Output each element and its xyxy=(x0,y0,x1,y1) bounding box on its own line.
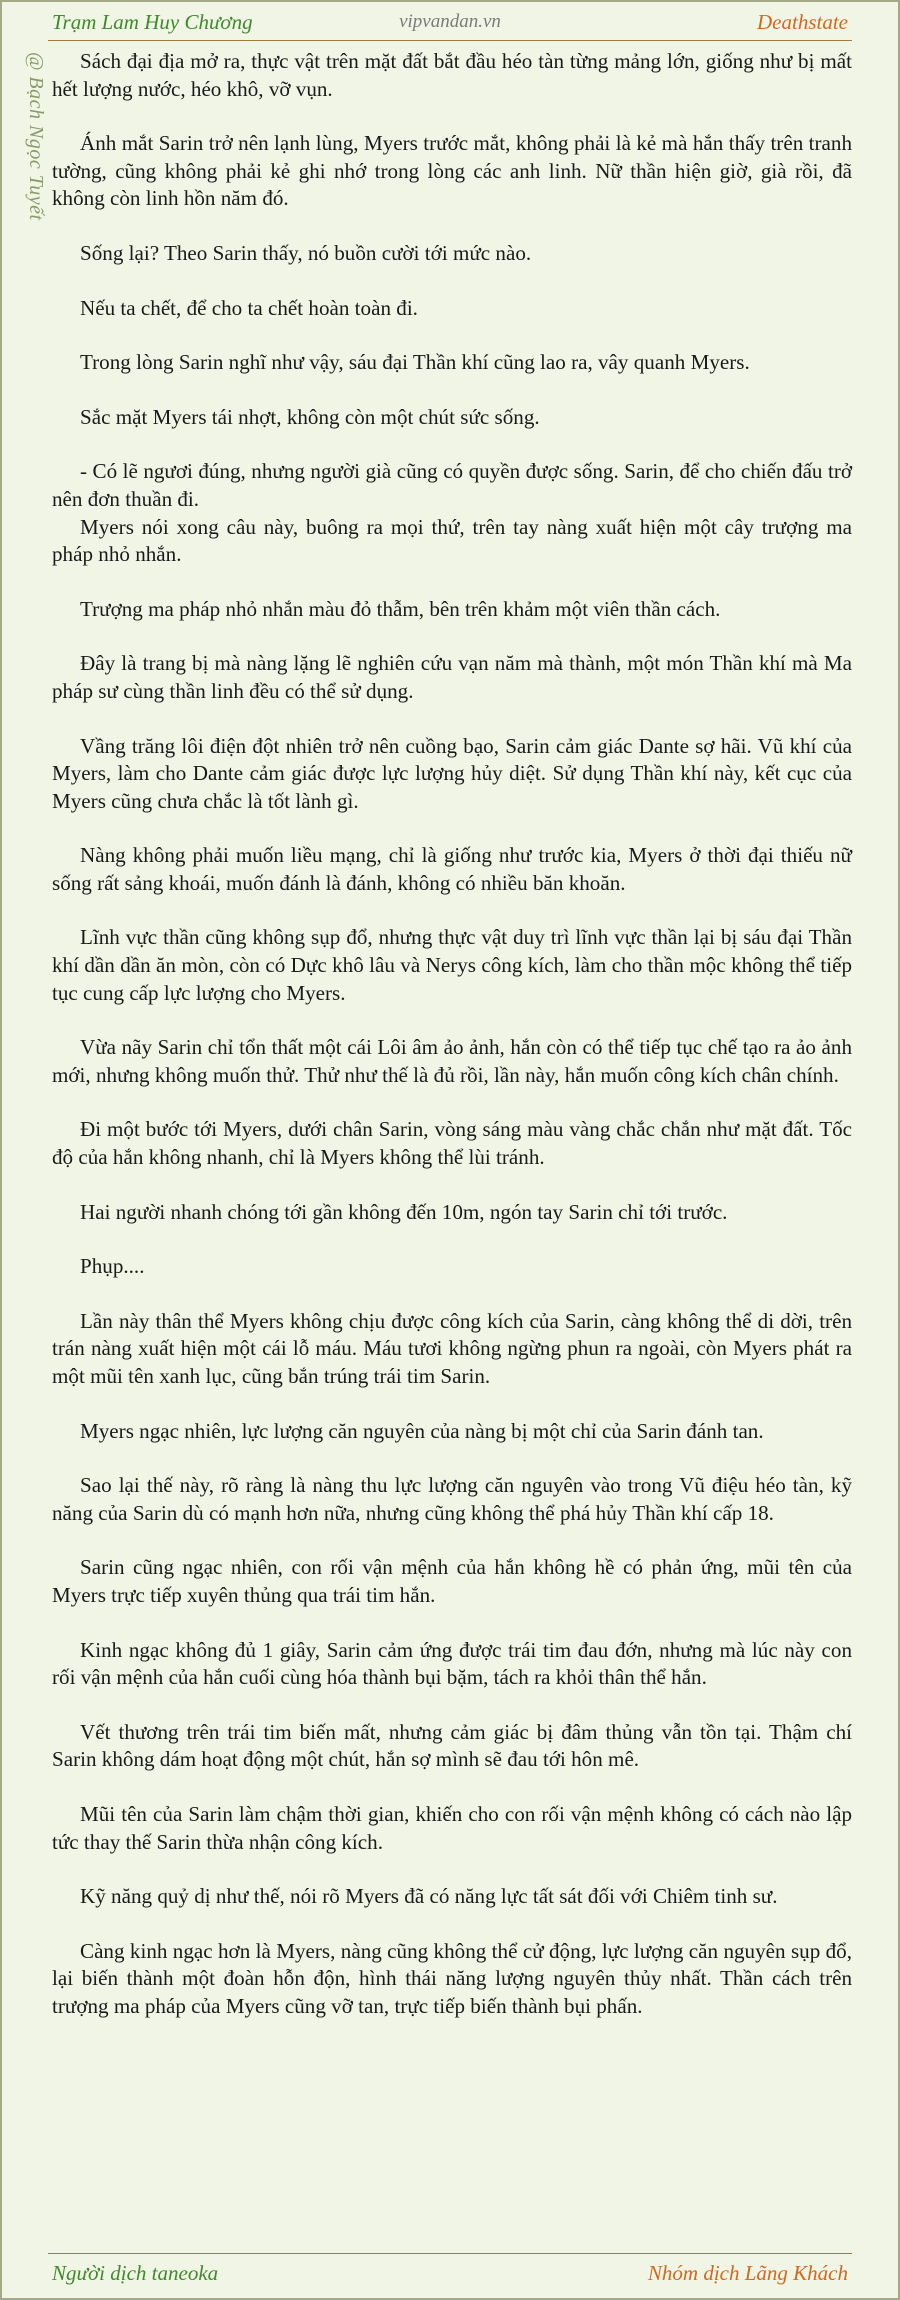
paragraph: Kinh ngạc không đủ 1 giây, Sarin cảm ứng được trái tim đau đớn, nhưng mà lúc này con rối vận mệnh của hắn cuối cùng hóa thành bụi bặm, tách ra khỏi thân thể hắn. xyxy=(52,1637,852,1690)
header-book-title: Deathstate xyxy=(757,10,848,34)
paragraph: Nếu ta chết, để cho ta chết hoàn toàn đi. xyxy=(80,295,418,320)
paragraph: Lĩnh vực thần cũng không sụp đổ, nhưng thực vật duy trì lĩnh vực thần lại bị sáu đại Thần khí dần dần ăn mòn, còn có Dực khô lâu và Nerys công kích, làm cho thần mộc không thể tiếp tục cung cấp lực lượng cho Myers. xyxy=(52,925,852,1005)
paragraph: Myers nói xong câu này, buông ra mọi thứ, trên tay nàng xuất hiện một cây trượng ma pháp nhỏ nhắn. xyxy=(52,514,852,567)
paragraph: Càng kinh ngạc hơn là Myers, nàng cũng không thể cử động, lực lượng căn nguyên sụp đổ, lại biến thành một đoàn hỗn độn, hình thái năng lượng nguyên thủy nhất. Thần cách trên trượng ma pháp của Myers cũng vỡ tan, trực tiếp biến thành bụi phấn. xyxy=(52,1938,852,2018)
footer-group-label: Nhóm dịch Lãng Khách xyxy=(647,2261,848,2285)
paragraph: Đây là trang bị mà nàng lặng lẽ nghiên cứu vạn năm mà thành, một món Thần khí mà Ma pháp sư cùng thần linh đều có thể sử dụng. xyxy=(52,651,852,703)
paragraph: Vầng trăng lôi điện đột nhiên trở nên cuồng bạo, Sarin cảm giác Dante sợ hãi. Vũ khí của Myers, làm cho Dante cảm giác được lực lượng hủy diệt. Sử dụng Thần khí này, kết cục của Myers cũng chưa chắc là tốt lành gì. xyxy=(52,733,852,813)
paragraph: Sao lại thế này, rõ ràng là nàng thu lực lượng căn nguyên vào trong Vũ điệu héo tàn, kỹ năng của Sarin dù có mạnh hơn nữa, nhưng cũng không thể phá hủy Thần khí cấp 18. xyxy=(52,1473,852,1525)
paragraph: Myers ngạc nhiên, lực lượng căn nguyên của nàng bị một chỉ của Sarin đánh tan. xyxy=(80,1418,764,1443)
paragraph: Phụp.... xyxy=(80,1254,145,1279)
paragraph: Mũi tên của Sarin làm chậm thời gian, khiến cho con rối vận mệnh không có cách nào lập tức thay thế Sarin thừa nhận công kích. xyxy=(52,1801,852,1854)
paragraph: Sống lại? Theo Sarin thấy, nó buồn cười tới mức nào. xyxy=(80,240,532,265)
paragraph: Đi một bước tới Myers, dưới chân Sarin, vòng sáng màu vàng chắc chắn như mặt đất. Tốc độ của hắn không nhanh, chỉ là Myers không thể lùi tránh. xyxy=(52,1117,852,1170)
paragraph: Sách đại địa mở ra, thực vật trên mặt đất bắt đầu héo tàn từng mảng lớn, giống như bị mất hết lượng nước, héo khô, vỡ vụn. xyxy=(52,49,852,101)
paragraph: Sắc mặt Myers tái nhợt, không còn một chút sức sống. xyxy=(80,404,540,429)
paragraph: Vết thương trên trái tim biến mất, nhưng cảm giác bị đâm thủng vẫn tồn tại. Thậm chí Sarin không dám hoạt động một chút, hắn sợ mình sẽ đau tới hôn mê. xyxy=(52,1719,852,1772)
paragraph: Hai người nhanh chóng tới gần không đến 10m, ngón tay Sarin chỉ tới trước. xyxy=(80,1199,728,1224)
paragraph: Sarin cũng ngạc nhiên, con rối vận mệnh của hắn không hề có phản ứng, mũi tên của Myers trực tiếp xuyên thủng qua trái tim hắn. xyxy=(52,1555,852,1607)
paragraph: Kỹ năng quỷ dị như thế, nói rõ Myers đã có năng lực tất sát đối với Chiêm tinh sư. xyxy=(80,1884,778,1909)
page-footer xyxy=(48,2253,852,2290)
header-source-label: Trạm Lam Huy Chương xyxy=(52,10,253,34)
paragraph: Lần này thân thể Myers không chịu được công kích của Sarin, càng không thể di dời, trên trán nàng xuất hiện một cái lỗ máu. Máu tươi không ngừng phun ra ngoài, còn Myers phát ra một mũi tên xanh lục, cũng bắn trúng trái tim Sarin. xyxy=(52,1308,852,1388)
side-credit: @ Bạch Ngọc Tuyết xyxy=(25,52,47,221)
paragraph: Vừa nãy Sarin chỉ tổn thất một cái Lôi âm ảo ảnh, hắn còn có thể tiếp tục chế tạo ra ảo ảnh mới, nhưng không muốn thử. Thử như thế là đủ rồi, lần này, hắn muốn công kích chân chính. xyxy=(52,1035,852,1087)
paragraph: - Có lẽ ngươi đúng, nhưng người già cũng có quyền được sống. Sarin, để cho chiến đấu trở nên đơn thuần đi. xyxy=(52,459,852,511)
footer-translator-label: Người dịch taneoka xyxy=(52,2261,219,2285)
paragraph: Nàng không phải muốn liều mạng, chỉ là giống như trước kia, Myers ở thời đại thiếu nữ sống rất sảng khoái, muốn đánh là đánh, không có nhiều băn khoăn. xyxy=(52,843,852,895)
header-site-label: vipvandan.vn xyxy=(399,11,501,32)
paragraph: Trong lòng Sarin nghĩ như vậy, sáu đại Thần khí cũng lao ra, vây quanh Myers. xyxy=(80,350,750,375)
paragraph: Ánh mắt Sarin trở nên lạnh lùng, Myers trước mắt, không phải là kẻ mà hắn thấy trên tranh tường, cũng không phải kẻ ghi nhớ trong lòng các anh linh. Nữ thần hiện giờ, già rồi, đã không còn linh hồn năm đó. xyxy=(52,131,852,211)
paragraph: Trượng ma pháp nhỏ nhắn màu đỏ thẫm, bên trên khảm một viên thần cách. xyxy=(80,596,721,621)
page-header xyxy=(48,6,852,41)
chapter-text xyxy=(52,48,852,2048)
